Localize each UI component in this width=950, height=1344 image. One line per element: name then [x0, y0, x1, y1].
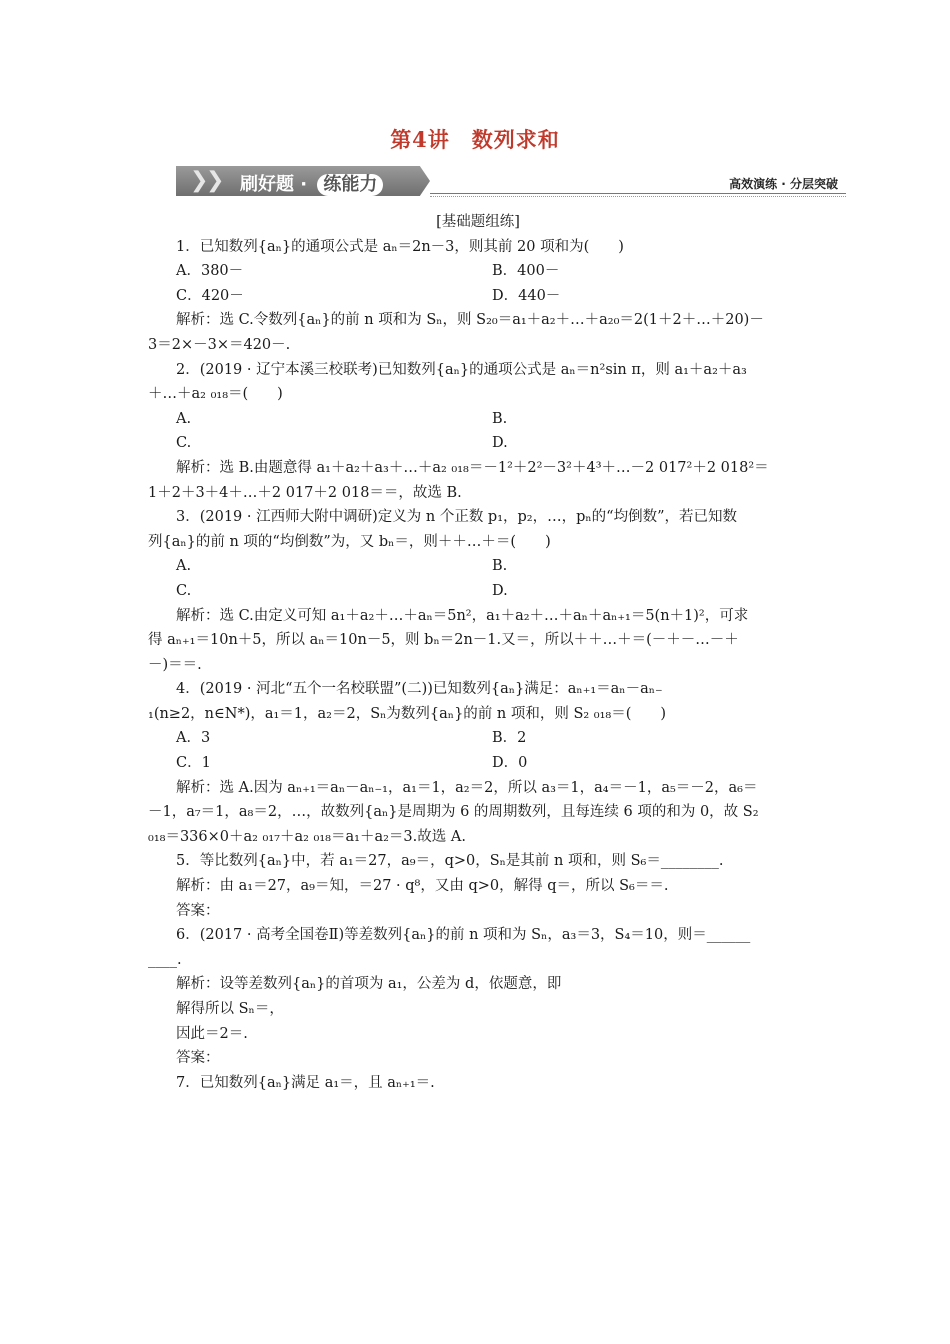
q4-stem: 4．(2019 · 河北“五个一名校联盟”(二))已知数列{aₙ}满足：aₙ₊₁＝aₙ－aₙ₋: [176, 681, 663, 698]
q2-options-row: [148, 407, 808, 432]
banner-left-label: 刷好题: [240, 174, 294, 195]
q2-option-c: C.: [176, 435, 192, 452]
q6-stem: 6．(2017 · 高考全国卷Ⅱ)等差数列{aₙ}的前 n 项和为 Sₙ，a₃＝3，S₄＝10，则＝______: [176, 927, 751, 944]
banner-dot: ·: [300, 174, 308, 195]
q2-analysis: 解析：选 B.由题意得 a₁＋a₂＋a₃＋…＋a₂ ₀₁₈＝－1²＋2²－3²＋4³＋…－2 017²＋2 018²＝: [176, 459, 769, 476]
q4-option-b: B．2: [492, 730, 527, 747]
q1-stem: 1．已知数列{aₙ}的通项公式是 aₙ＝2n－3，则其前 20 项和为( ): [176, 238, 624, 255]
q3-options-row: [148, 579, 808, 604]
banner-right-label: 高效演练 · 分层突破: [729, 177, 838, 191]
q2-stem-cont: ＋…＋a₂ ₀₁₈＝( ): [148, 386, 283, 403]
chevron-right-icon: ❯: [206, 168, 225, 193]
q1-option-b: B．400－: [492, 263, 560, 280]
q3-options-row: [148, 554, 808, 579]
q1-option-c: C．420－: [176, 287, 244, 304]
q6-analysis-cont: 解得所以 Sₙ＝，: [176, 1001, 284, 1017]
q3-option-c: C.: [176, 582, 192, 599]
q4-options-row: [148, 751, 808, 776]
q1-analysis: 解析：选 C.令数列{aₙ}的前 n 项和为 Sₙ，则 S₂₀＝a₁＋a₂＋…＋a₂₀＝2(1＋2＋…＋20)－: [176, 312, 764, 329]
q4-stem-cont: ₁(n≥2，n∈N*)，a₁＝1，a₂＝2，Sₙ为数列{aₙ}的前 n 项和，则 S₂ ₀₁₈＝( ): [148, 705, 667, 722]
q4-option-d: D．0: [492, 755, 528, 772]
q4-analysis-cont: －1，a₇＝1，a₈＝2，…，故数列{aₙ}是周期为 6 的周期数列，且每连续 6 项的和为 0，故 S₂: [148, 804, 759, 821]
q6-stem-cont: ____.: [148, 951, 182, 968]
document-body: [148, 210, 808, 1095]
q2-options-row: [148, 431, 808, 456]
banner-divider: [430, 193, 846, 197]
banner-text: [240, 170, 383, 196]
q3-analysis-cont: －)＝＝.: [148, 656, 202, 673]
q2-option-a: A.: [176, 410, 192, 427]
q1-option-d: D．440－: [492, 287, 561, 304]
q5-answer: 答案：: [176, 902, 220, 919]
chevron-right-icon: ❯: [190, 168, 209, 193]
q3-analysis: 解析：选 C.由定义可知 a₁＋a₂＋…＋aₙ＝5n²，a₁＋a₂＋…＋aₙ＋aₙ₊₁＝5(n＋1)²，可求: [176, 607, 749, 624]
q4-option-a: A．3: [176, 730, 211, 747]
q2-stem: 2．(2019 · 辽宁本溪三校联考)已知数列{aₙ}的通项公式是 aₙ＝n²sin π，则 a₁＋a₂＋a₃: [176, 361, 747, 378]
q2-analysis-cont: 1＋2＋3＋4＋…＋2 017＋2 018＝＝，故选 B.: [148, 484, 462, 501]
q4-analysis-cont: ₀₁₈＝336×0＋a₂ ₀₁₇＋a₂ ₀₁₈＝a₁＋a₂＝3.故选 A.: [148, 828, 466, 845]
q1-analysis-cont: 3＝2×－3×＝420－.: [148, 336, 291, 353]
banner-pill-label: 练能力: [317, 174, 383, 196]
q7-stem: 7．已知数列{aₙ}满足 a₁＝，且 aₙ₊₁＝.: [176, 1074, 435, 1091]
q5-stem: 5．等比数列{aₙ}中，若 a₁＝27，a₉＝，q>0，Sₙ是其前 n 项和，则 S₆＝________.: [176, 853, 724, 870]
q1-option-a: A．380－: [176, 263, 244, 280]
q3-option-a: A.: [176, 558, 192, 575]
q3-option-d: D.: [492, 582, 508, 599]
q3-option-b: B.: [492, 558, 508, 575]
q6-analysis: 解析：设等差数列{aₙ}的首项为 a₁，公差为 d，依题意，即: [176, 976, 562, 993]
q6-analysis-cont: 因此＝2＝.: [176, 1025, 248, 1042]
q1-options-row: [148, 259, 808, 284]
q2-option-b: B.: [492, 410, 508, 427]
page-title: 第4讲 数列求和: [390, 127, 560, 152]
q4-options-row: [148, 726, 808, 751]
q5-analysis: 解析：由 a₁＝27，a₉＝知，＝27 · q⁸，又由 q>0，解得 q＝，所以 S₆＝＝.: [176, 878, 669, 895]
q1-options-row: [148, 284, 808, 309]
section-banner: [176, 166, 846, 196]
q3-analysis-cont: 得 aₙ₊₁＝10n＋5，所以 aₙ＝10n－5，则 bₙ＝2n－1.又＝，所以＋＋…＋＝(－＋－…－＋: [148, 632, 739, 649]
q4-analysis: 解析：选 A.因为 aₙ₊₁＝aₙ－aₙ₋₁，a₁＝1，a₂＝2，所以 a₃＝1，a₄＝－1，a₅＝－2，a₆＝: [176, 779, 758, 796]
section-heading: [基础题组练]: [436, 214, 520, 230]
q3-stem: 3．(2019 · 江西师大附中调研)定义为 n 个正数 p₁，p₂，…，pₙ的“均倒数”，若已知数: [176, 509, 738, 526]
q6-answer: 答案：: [176, 1050, 220, 1067]
q3-stem-cont: 列{aₙ}的前 n 项的“均倒数”为，又 bₙ＝，则＋＋…＋＝( ): [148, 533, 551, 550]
q4-option-c: C．1: [176, 755, 211, 772]
q2-option-d: D.: [492, 435, 508, 452]
